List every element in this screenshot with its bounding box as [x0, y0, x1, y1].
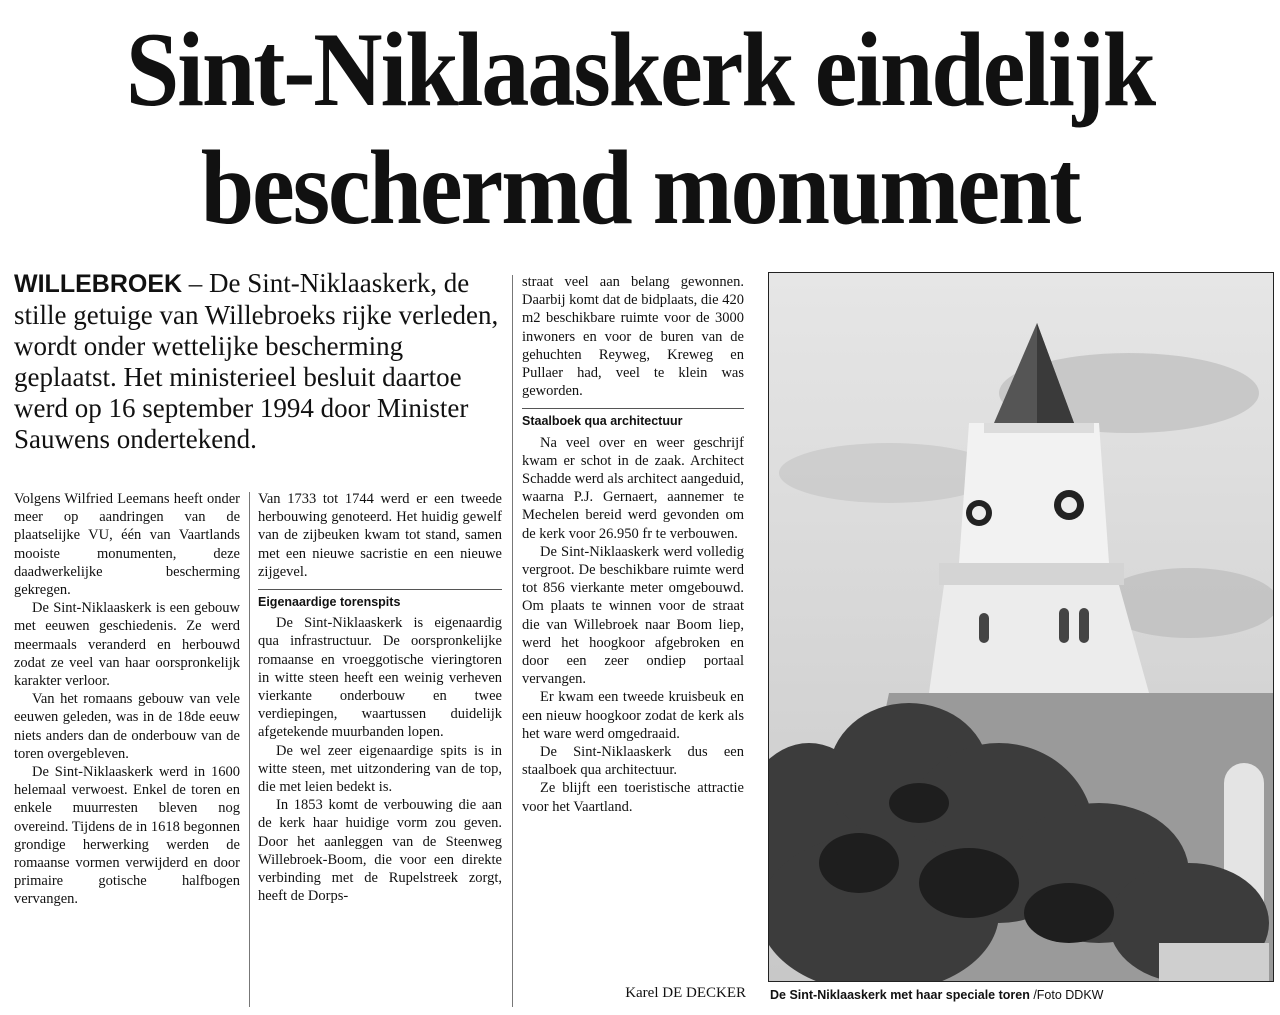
- lead-text: – De Sint-Niklaaskerk, de stille getuige van Willebroeks rijke verleden, wordt onder wettelijke bescherming geplaatst. Het ministerieel besluit daartoe werd op 16 september 1994 door Minister Sauwens ondertekend.: [14, 268, 499, 454]
- paragraph: Ze blijft een toeristische attractie voor het Vaartland.: [522, 780, 744, 815]
- paragraph: De Sint-Niklaaskerk werd in 1600 helemaal verwoest. Enkel de toren en enkele muurresten bleven nog overeind. Tijdens de in 1618 begonnen grondige herwerking werden de romaanse vormen verwijderd en door primaire gotische halfbogen vervangen.: [14, 764, 240, 908]
- subheading: Staalboek qua architectuur: [522, 408, 744, 430]
- church-photo: [768, 272, 1274, 982]
- article-column-3: [522, 273, 744, 816]
- photo-credit: /Foto DDKW: [1029, 988, 1104, 1002]
- paragraph: Van 1733 tot 1744 werd er een tweede herbouwing genoteerd. Het huidig gewelf van de zijbeuken kwam tot stand, samen met een nieuwe sacristie en een nieuwe zijgevel.: [258, 491, 502, 580]
- paragraph: De wel zeer eigenaardige spits is in witte steen, met uitzondering van de top, die met leien bedekt is.: [258, 742, 502, 796]
- article-column-2: [258, 490, 502, 905]
- headline-line-2: beschermd monument: [200, 128, 1080, 246]
- paragraph: In 1853 komt de verbouwing die aan de kerk haar huidige vorm zou geven. Door het aanleggen van de Steenweg Willebroek-Boom, die voor een direkte verbinding met de Rupelstreek zorgt, heeft de Dorps-: [258, 797, 502, 905]
- photo-caption: [770, 988, 1270, 1002]
- paragraph: De Sint-Niklaaskerk is eigenaardig qua infrastructuur. De oorspronkelijke romaanse en vroeggotische vieringtoren in witte steen heeft een weinig verheven vierkante onderbouw en twee verdiepingen, waartussen duidelijk afgetekende muurbanden lopen.: [258, 615, 502, 741]
- article-column-1: [14, 490, 240, 909]
- column-rule: [249, 492, 250, 1007]
- lead-paragraph: [14, 268, 504, 455]
- church-tower-illustration: [769, 273, 1273, 981]
- paragraph: Volgens Wilfried Leemans heeft onder meer op aandringen van de plaatselijke VU, één van Vaartlands mooiste monumenten, deze daadwerkelijke bescherming gekregen.: [14, 491, 240, 599]
- paragraph: De Sint-Niklaaskerk is een gebouw met eeuwen geschiedenis. Ze werd meermaals veranderd en herbouwd zodat ze veel van haar oorspronkelijk karakter verloor.: [14, 600, 240, 690]
- paragraph: De Sint-Niklaaskerk werd volledig vergroot. De beschikbare ruimte werd tot 856 vierkante meter omgebouwd. Om plaats te winnen voor de straat die van Willebroek naar Boom liep, werd het hoogkoor afgebroken en door een zeer ondiep portaal vervangen.: [522, 543, 744, 688]
- caption-text: De Sint-Niklaaskerk met haar speciale toren: [770, 988, 1030, 1002]
- paragraph: straat veel aan belang gewonnen. Daarbij komt dat de bidplaats, die 420 m2 beschikbare ruimte voor de 3000 inwoners en voor de buren van de gehuchten Reyweg, Kreweg en Pullaer had, veel te klein was geworden.: [522, 274, 744, 400]
- byline: Karel DE DECKER: [625, 985, 746, 1001]
- paragraph: Er kwam een tweede kruisbeuk en een nieuw hoogkoor zodat de kerk als het ware werd omgedraaid.: [522, 689, 744, 742]
- subheading: Eigenaardige torenspits: [258, 589, 502, 611]
- dateline: WILLEBROEK: [14, 270, 183, 298]
- paragraph: Van het romaans gebouw van vele eeuwen geleden, was in de 18de eeuw niets anders dan de onderbouw van de toren overgebleven.: [14, 691, 240, 762]
- paragraph: Na veel over en weer geschrijf kwam er schot in de zaak. Architect Schadde werd als architect aangeduid, waarna P.J. Gernaert, aannemer te Mechelen bereid werd gevonden om de kerk voor 26.950 fr te verbouwen.: [522, 434, 744, 542]
- headline-line-1: Sint-Niklaaskerk eindelijk: [125, 10, 1155, 128]
- column-rule: [512, 275, 513, 1007]
- paragraph: De Sint-Niklaaskerk dus een staalboek qua architectuur.: [522, 744, 744, 779]
